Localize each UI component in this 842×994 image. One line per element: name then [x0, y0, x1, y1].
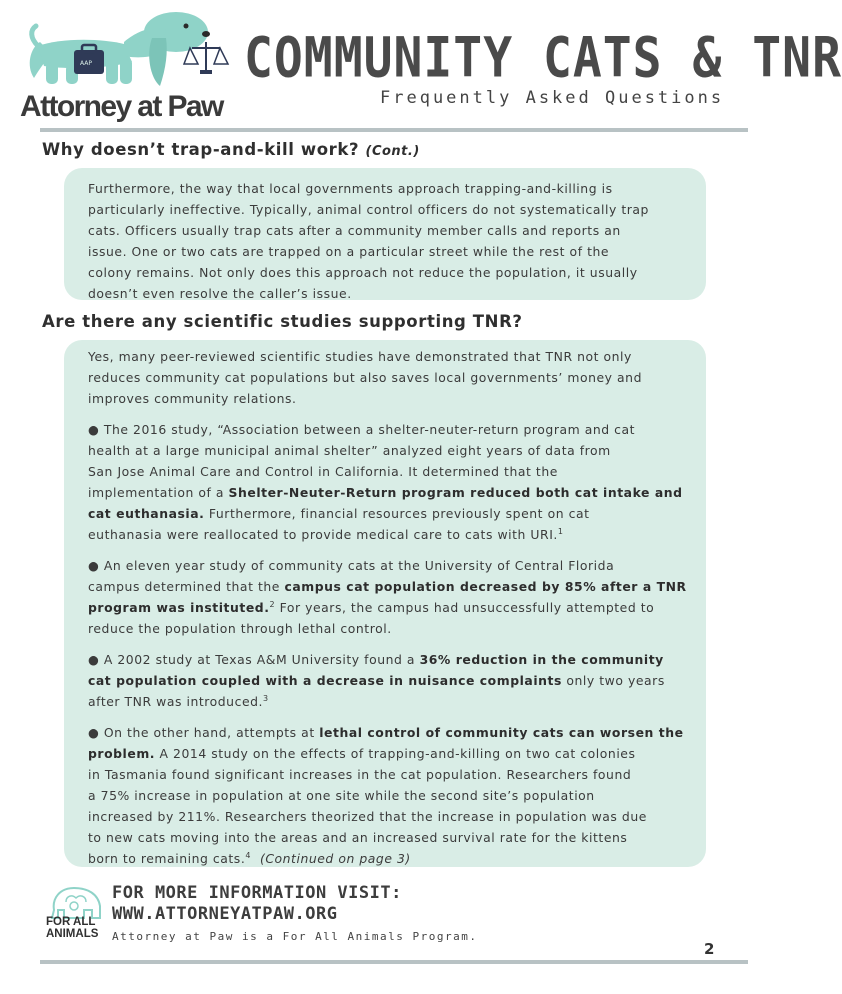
section-heading-scientific-studies	[42, 312, 523, 331]
study-paragraph-tasmania	[88, 722, 688, 869]
text-line: Furthermore, the way that local governments approach trapping-and-killing is	[88, 181, 613, 196]
header-divider	[40, 128, 748, 132]
text-line: San Jose Animal Care and Control in California. It determined that the	[88, 464, 558, 479]
text-line: A 2014 study on the effects of trapping-and-killing on two cat colonies	[155, 746, 636, 761]
bold-finding: lethal control of community cats can worsen the	[319, 725, 684, 740]
text-line: issue. One or two cats are trapped on a particular street while the rest of the	[88, 244, 610, 259]
text-line: Furthermore, financial resources previously spent on cat	[204, 506, 590, 521]
page-number: 2	[704, 940, 715, 958]
text-line: For years, the campus had unsuccessfully attempted to	[275, 600, 655, 615]
study-paragraph-san-jose	[88, 419, 688, 545]
footer-divider	[40, 960, 748, 964]
text-line: doesn’t even resolve the caller’s issue.	[88, 286, 352, 301]
heading-text: Why doesn’t trap-and-kill work?	[42, 140, 360, 159]
more-info-label: FOR MORE INFORMATION VISIT:	[112, 883, 402, 903]
bold-finding: problem.	[88, 746, 156, 761]
continued-note: (Continued on page 3)	[259, 851, 411, 866]
intro-paragraph	[88, 346, 688, 409]
heading-continued-note: (Cont.)	[365, 144, 420, 159]
text-line: implementation of a	[88, 485, 229, 500]
answer-panel-trap-and-kill	[64, 168, 706, 300]
text-line: a 75% increase in population at one site while the second site’s population	[88, 788, 595, 803]
text-line: campus determined that the	[88, 579, 285, 594]
text-line: in Tasmania found significant increases in the cat population. Researchers found	[88, 767, 632, 782]
text-line: reduce the population through lethal control.	[88, 621, 392, 636]
bold-finding: campus cat population decreased by 85% after a TNR	[284, 579, 687, 594]
bold-finding: program was instituted.	[88, 600, 270, 615]
text-line: born to remaining cats.	[88, 851, 246, 866]
section-heading-trap-and-kill	[42, 140, 420, 159]
text-line: euthanasia were reallocated to provide medical care to cats with URI.	[88, 527, 558, 542]
text-line: ● A 2002 study at Texas A&M University found a	[88, 652, 420, 667]
text-line: ● An eleven year study of community cats at the University of Central Florida	[88, 558, 615, 573]
answer-paragraph	[88, 178, 684, 304]
footnote-ref: 1	[557, 526, 564, 536]
text-line: particularly ineffective. Typically, animal control officers do not systematically trap	[88, 202, 649, 217]
bold-finding: 36% reduction in the community	[419, 652, 664, 667]
study-paragraph-texas-am	[88, 649, 688, 712]
study-paragraph-ucf	[88, 555, 688, 639]
page-subtitle: Frequently Asked Questions	[380, 88, 725, 108]
bold-finding: cat population coupled with a decrease in nuisance complaints	[88, 673, 562, 688]
footnote-ref: 3	[263, 693, 269, 703]
text-line: Yes, many peer-reviewed scientific studies have demonstrated that TNR not only	[88, 349, 632, 364]
bold-finding: cat euthanasia.	[88, 506, 205, 521]
text-line: improves community relations.	[88, 391, 297, 406]
attorney-at-paw-logo	[20, 8, 240, 128]
dog-mascot-icon	[20, 8, 240, 98]
heading-text: Are there any scientific studies supporting TNR?	[42, 312, 523, 331]
text-line: ● The 2016 study, “Association between a shelter-neuter-return program and cat	[88, 422, 636, 437]
program-tagline: Attorney at Paw is a For All Animals Program.	[112, 930, 478, 943]
text-line: ● On the other hand, attempts at	[88, 725, 320, 740]
text-line: reduces community cat populations but also saves local governments’ money and	[88, 370, 642, 385]
text-line: increased by 211%. Researchers theorized that the increase in population was due	[88, 809, 647, 824]
for-all-animals-logo	[44, 880, 108, 944]
text-line: to new cats moving into the areas and an increased survival rate for the kittens	[88, 830, 628, 845]
page-title: COMMUNITY CATS & TNR	[244, 26, 842, 91]
animals-silhouette-icon	[44, 880, 108, 920]
footnote-ref: 2	[269, 599, 276, 609]
text-line: only two years	[561, 673, 665, 688]
text-line: cats. Officers usually trap cats after a community member calls and reports an	[88, 223, 621, 238]
logo-wordmark: Attorney at Paw	[20, 90, 223, 123]
website-link[interactable]: WWW.ATTORNEYATPAW.ORG	[112, 904, 338, 924]
briefcase-label: AAP	[80, 60, 92, 67]
text-line: colony remains. Not only does this approach not reduce the population, it usually	[88, 265, 638, 280]
bold-finding: Shelter-Neuter-Return program reduced both cat intake and	[228, 485, 683, 500]
answer-panel-scientific-studies	[64, 340, 706, 867]
text-line: after TNR was introduced.	[88, 694, 264, 709]
text-line: health at a large municipal animal shelter” analyzed eight years of data from	[88, 443, 611, 458]
footnote-ref: 4	[245, 850, 251, 860]
for-all-animals-wordmark: FOR ALL ANIMALS	[46, 916, 99, 940]
